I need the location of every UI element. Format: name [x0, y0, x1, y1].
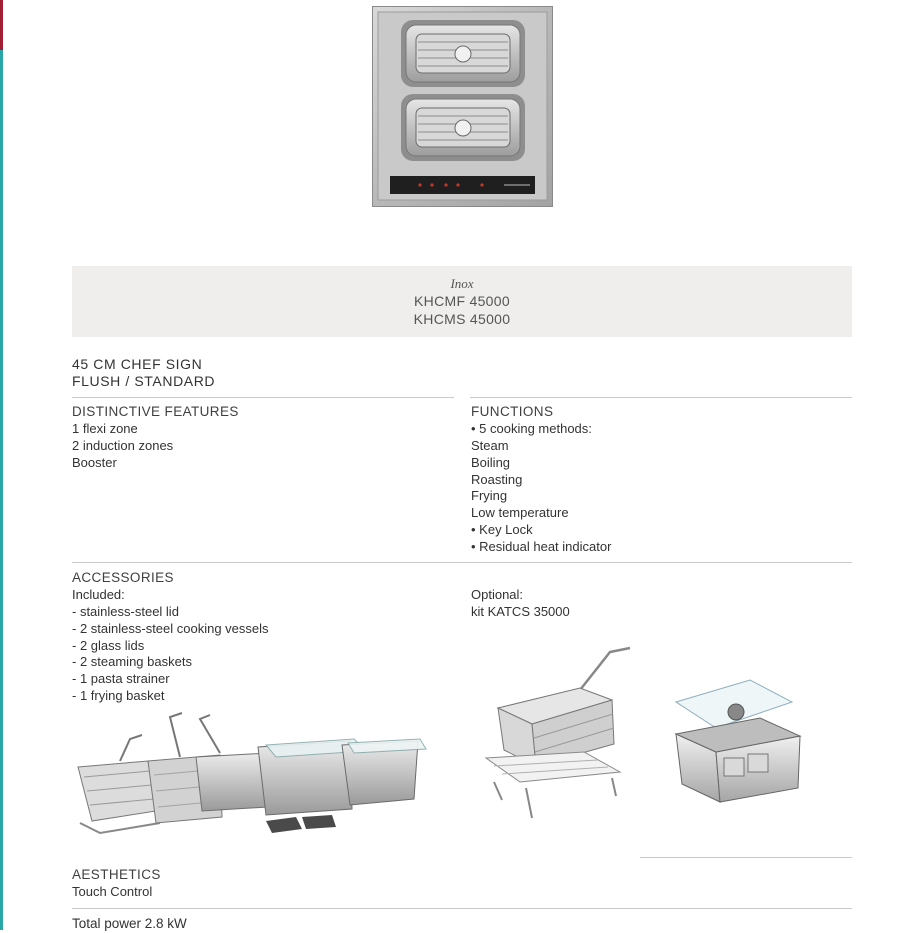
divider: [72, 562, 852, 563]
included-item: - stainless-steel lid: [72, 604, 179, 619]
function-item: Low temperature: [471, 505, 569, 520]
model-code: KHCMF 45000: [414, 293, 510, 309]
accessories-heading: ACCESSORIES: [72, 570, 174, 585]
divider: [640, 857, 852, 858]
model-code: KHCMS 45000: [413, 311, 511, 327]
aesthetics-heading: AESTHETICS: [72, 867, 161, 882]
included-item: - 1 frying basket: [72, 688, 165, 703]
feature-item: 1 flexi zone: [72, 421, 138, 436]
divider: [72, 908, 852, 909]
included-item: - 2 glass lids: [72, 638, 145, 653]
feature-item: 2 induction zones: [72, 438, 174, 453]
optional-item: kit KATCS 35000: [471, 604, 570, 619]
divider: [72, 397, 454, 398]
product-subtitle: FLUSH / STANDARD: [72, 373, 216, 389]
model-panel: [72, 266, 852, 337]
function-item: Frying: [471, 488, 508, 503]
included-item: - 2 stainless-steel cooking vessels: [72, 621, 269, 636]
functions-heading: FUNCTIONS: [471, 404, 554, 419]
included-item: - 2 steaming baskets: [72, 654, 192, 669]
feature-item: Booster: [72, 455, 117, 470]
page-edge-bar: [0, 0, 3, 930]
product-title: 45 CM CHEF SIGN: [72, 356, 203, 372]
optional-kit-photo: [480, 642, 826, 832]
function-item: • Key Lock: [471, 522, 533, 537]
function-item: Boiling: [471, 455, 511, 470]
total-power: Total power 2.8 kW: [72, 916, 187, 931]
divider: [470, 397, 852, 398]
features-heading: DISTINCTIVE FEATURES: [72, 404, 239, 419]
aesthetics-value: Touch Control: [72, 884, 153, 899]
function-item: • 5 cooking methods:: [471, 421, 592, 436]
finish-label: Inox: [450, 276, 474, 291]
included-item: - 1 pasta strainer: [72, 671, 170, 686]
page-edge-accent: [0, 0, 3, 50]
included-accessories-photo: [70, 705, 440, 855]
cooktop-photo: [372, 6, 553, 207]
function-item: Roasting: [471, 472, 523, 487]
included-label: Included:: [72, 587, 125, 602]
function-item: • Residual heat indicator: [471, 539, 612, 554]
optional-label: Optional:: [471, 587, 524, 602]
function-item: Steam: [471, 438, 509, 453]
